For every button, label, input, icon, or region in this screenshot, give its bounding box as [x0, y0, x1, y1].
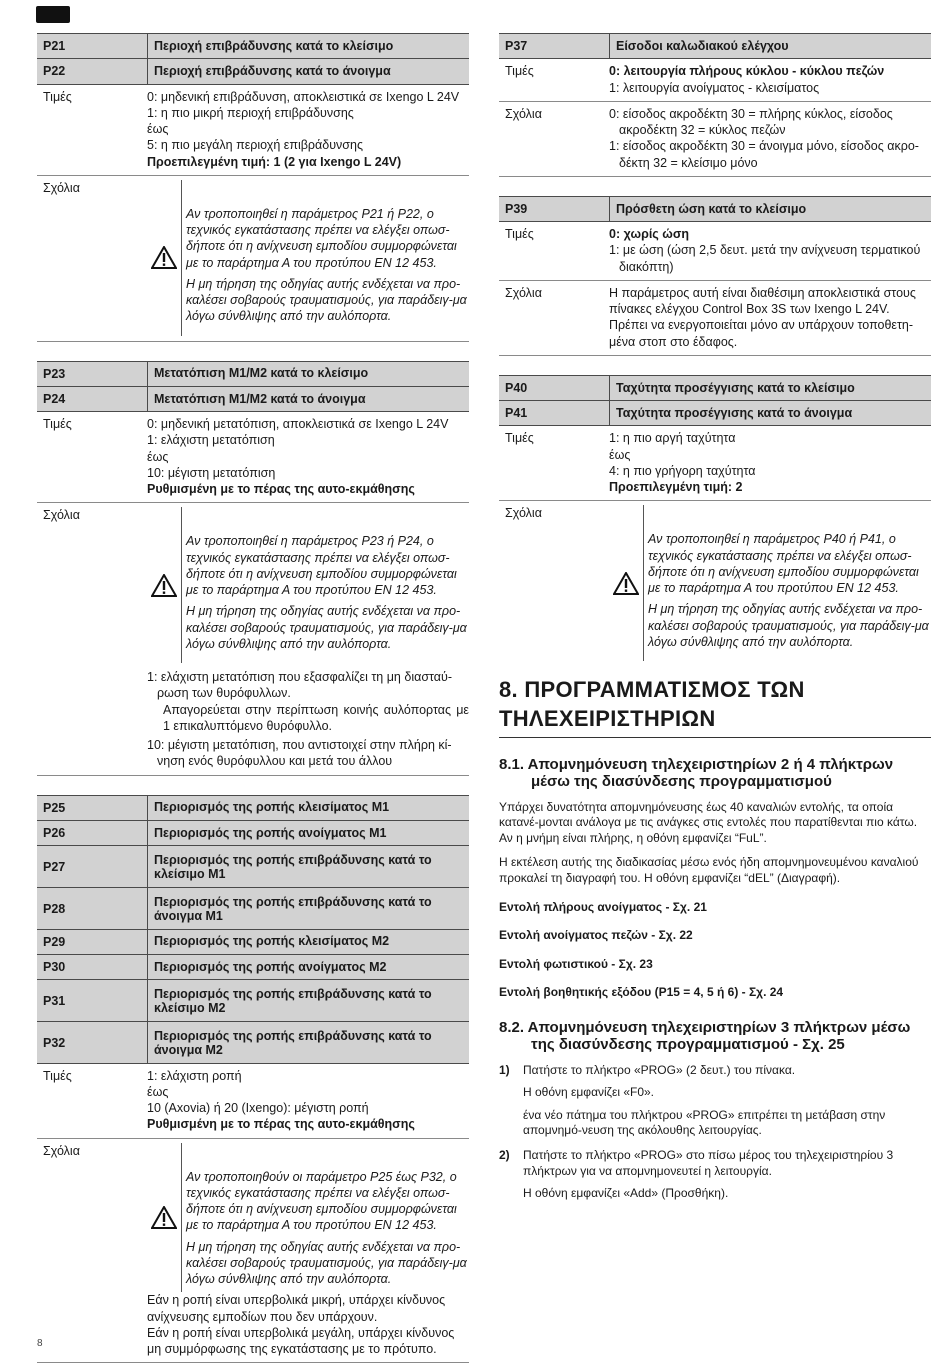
- paragraph: Υπάρχει δυνατότητα απομνημόνευσης έως 40 καναλιών εντολής, τα οποία κατανέ-μονται ανάλογα με τις ανάγκες στις εντολές που παρατίθενται πιο κάτω. Αν η μνήμη είναι πλήρης, η οθόνη εμφανίζει “FuL”.: [499, 800, 931, 847]
- values-row: Τιμές 0: λειτουργία πλήρους κύκλου - κύκλου πεζών 1: λειτουργία ανοίγματος - κλεισίματος: [499, 59, 931, 102]
- values-row: Τιμές 1: η πιο αργή ταχύτητα έως 4: η πιο γρήγορη ταχύτητα Προεπιλεγμένη τιμή: 2: [499, 426, 931, 501]
- notes-row: Σχόλια Αν τροποποιηθεί η παράμετρος P40 ή P41, ο τεχνικός εγκατάστασης πρέπει να ελέγξει οπωσ-δήποτε ότι η ανίχνευση εμποδίου συμμορφώνεται με το παράρτημα Α του προτύπου EN 12 453. Η μη τήρηση της οδηγίας αυτής ενδέχεται να προ-καλέσει σοβαρούς τραυματισμούς, για παράδειγ-μα λόγω σύνθλιψης από την αυλόπορτα.: [499, 501, 931, 666]
- values-row: Τιμές 1: ελάχιστη ροπή έως 10 (Axovia) ή 20 (Ixengo): μέγιστη ροπή Ρυθμισμένη με το πέρας της αυτο-εκμάθησης: [37, 1064, 469, 1139]
- warning-triangle-icon: [147, 180, 181, 336]
- param-header: P21 Περιοχή επιβράδυνσης κατά το κλείσιμο: [37, 33, 469, 59]
- notes-row: Σχόλια Αν τροποποιηθεί η παράμετρος P21 ή P22, ο τεχνικός εγκατάστασης πρέπει να ελέγξει οπωσ-δήποτε ότι η ανίχνευση εμποδίου συμμορφώνεται με το παράρτημα Α του προτύπου EN 12 453. Η μη τήρηση της οδηγίας αυτής ενδέχεται να προ-καλέσει σοβαρούς τραυματισμούς, για παράδειγ-μα λόγω σύνθλιψης από την αυλόπορτα.: [37, 176, 469, 342]
- step-item: 1) Πατήστε το πλήκτρο «PROG» (2 δευτ.) του πίνακα. Η οθόνη εμφανίζει «F0». ένα νέο πάτημα του πλήκτρου «PROG» επιτρέπει τη μετάβαση στην απομνημό-νευση της ακόλουθης λειτουργίας.: [499, 1063, 931, 1146]
- subsection-heading: 8.2. Απομνημόνευση τηλεχειριστηρίων 3 πλήκτρων μέσω της διασύνδεσης προγραμματισμού - Σχ. 25: [499, 1019, 931, 1054]
- param-header: P32 Περιορισμός της ροπής επιβράδυνσης κατά το άνοιγμα Μ2: [37, 1022, 469, 1064]
- param-header: P30 Περιορισμός της ροπής ανοίγματος Μ2: [37, 955, 469, 980]
- command-item: Εντολή ανοίγματος πεζών - Σχ. 22: [499, 928, 931, 944]
- values-row: Τιμές 0: μηδενική επιβράδυνση, αποκλειστικά σε Ixengo L 24V 1: η πιο μικρή περιοχή επιβράδυνσης έως 5: η πιο μεγάλη περιοχή επιβράδυνσης Προεπιλεγμένη τιμή: 1 (2 για Ixengo L 24V): [37, 85, 469, 176]
- param-header: P27 Περιορισμός της ροπής επιβράδυνσης κατά το κλείσιμο Μ1: [37, 846, 469, 888]
- param-header: P23 Μετατόπιση Μ1/Μ2 κατά το κλείσιμο: [37, 361, 469, 387]
- warning-triangle-icon: [147, 1143, 181, 1293]
- values-row: Τιμές 0: μηδενική μετατόπιση, αποκλειστικά σε Ixengo L 24V 1: ελάχιστη μετατόπιση έως 10: μέγιστη μετατόπιση Ρυθμισμένη με το πέρας της αυτο-εκμάθησης: [37, 412, 469, 503]
- param-header: P24 Μετατόπιση Μ1/Μ2 κατά το άνοιγμα: [37, 387, 469, 412]
- param-header: P26 Περιορισμός της ροπής ανοίγματος Μ1: [37, 821, 469, 846]
- page-tab-marker: [36, 6, 70, 23]
- param-header: P22 Περιοχή επιβράδυνσης κατά το άνοιγμα: [37, 59, 469, 84]
- command-item: Εντολή βοηθητικής εξόδου (P15 = 4, 5 ή 6) - Σχ. 24: [499, 985, 931, 1001]
- notes-row: Σχόλια Αν τροποποιηθούν οι παράμετρο P25 έως P32, ο τεχνικός εγκατάστασης πρέπει να ελέγξει οπωσ-δήποτε ότι η ανίχνευση εμποδίου συμμορφώνεται με το παράρτημα Α του προτύπου EN 12 453. Η μη τήρηση της οδηγίας αυτής ενδέχεται να προ-καλέσει σοβαρούς τραυματισμούς, για παράδειγ-μα λόγω σύνθλιψης από την αυλόπορτα. Εάν η ροπή είναι υπερβολικά μικρή, υπάρχει κίνδυνος ανίχνευσης εμποδίων που δεν υπάρχουν. Εάν η ροπή είναι υπερβολικά μεγάλη, υπάρχει κίνδυνος μη συμμόρφωσης της εγκατάστασης με το πρότυπο.: [37, 1139, 469, 1363]
- param-header: P28 Περιορισμός της ροπής επιβράδυνσης κατά το άνοιγμα Μ1: [37, 888, 469, 930]
- step-item: 2) Πατήστε το πλήκτρο «PROG» στο πίσω μέρος του τηλεχειριστηρίου 3 πλήκτρων για να απομνημονευτεί η λειτουργία. Η οθόνη εμφανίζει «Add» (Προσθήκη).: [499, 1148, 931, 1209]
- warning-triangle-icon: [147, 507, 181, 663]
- notes-row: Σχόλια Η παράμετρος αυτή είναι διαθέσιμη αποκλειστικά στους πίνακες ελέγχου Control Box 3S των Ixengo L 24V. Πρέπει να ενεργοποιείται μόνο αν υπάρχουν τοποθετη-μένα στοπ στο έδαφος.: [499, 281, 931, 356]
- right-column: [499, 33, 931, 1209]
- param-header: P29 Περιορισμός της ροπής κλεισίματος Μ2: [37, 930, 469, 955]
- param-header: P39 Πρόσθετη ώση κατά το κλείσιμο: [499, 196, 931, 222]
- paragraph: Η εκτέλεση αυτής της διαδικασίας μέσω ενός ήδη απομνημονευμένου καναλιού προκαλεί τη διαγραφή του. Η οθόνη εμφανίζει “dEL” (Διαγραφή).: [499, 855, 931, 886]
- page-number: 8: [37, 1337, 43, 1350]
- notes-row: Σχόλια 0: είσοδος ακροδέκτη 30 = πλήρης κύκλος, είσοδος ακροδέκτη 32 = κύκλος πεζών 1: είσοδος ακροδέκτη 30 = άνοιγμα μόνο, είσοδος ακρο-δέκτη 32 = κλείσιμο μόνο: [499, 102, 931, 177]
- param-header: P31 Περιορισμός της ροπής επιβράδυνσης κατά το κλείσιμο Μ2: [37, 980, 469, 1022]
- param-header: P25 Περιορισμός της ροπής κλεισίματος Μ1: [37, 795, 469, 821]
- notes-row: Σχόλια Αν τροποποιηθεί η παράμετρος P23 ή P24, ο τεχνικός εγκατάστασης πρέπει να ελέγξει οπωσ-δήποτε ότι η ανίχνευση εμποδίου συμμορφώνεται με το παράρτημα Α του προτύπου EN 12 453. Η μη τήρηση της οδηγίας αυτής ενδέχεται να προ-καλέσει σοβαρούς τραυματισμούς, για παράδειγ-μα λόγω σύνθλιψης από την αυλόπορτα. 1: ελάχιστη μετατόπιση που εξασφαλίζει τη μη διασταύ-ρωση των θυρόφυλλων. Απαγορεύεται στην περίπτωση κοινής αυλόπορτας με 1 επικαλυπτόμενο θυρόφυλλο. 10: μέγιστη μετατόπιση, που αντιστοιχεί στην πλήρη κί-νηση ενός θυρόφυλλου και μετά του άλλου: [37, 503, 469, 775]
- left-column: [37, 33, 469, 1363]
- command-item: Εντολή πλήρους ανοίγματος - Σχ. 21: [499, 900, 931, 916]
- warning-triangle-icon: [609, 505, 643, 661]
- param-header: P37 Είσοδοι καλωδιακού ελέγχου: [499, 33, 931, 59]
- section-heading: 8. ΠΡΟΓΡΑΜΜΑΤΙΣΜΟΣ ΤΩΝ ΤΗΛΕΧΕΙΡΙΣΤΗΡΙΩΝ: [499, 676, 931, 738]
- values-row: Τιμές 0: χωρίς ώση 1: με ώση (ώση 2,5 δευτ. μετά την ανίχνευση τερματικού διακόπτη): [499, 222, 931, 281]
- command-item: Εντολή φωτιστικού - Σχ. 23: [499, 957, 931, 973]
- subsection-heading: 8.1. Απομνημόνευση τηλεχειριστηρίων 2 ή 4 πλήκτρων μέσω της διασύνδεσης προγραμματισμού: [499, 756, 931, 791]
- param-header: P40 Ταχύτητα προσέγγισης κατά το κλείσιμο: [499, 375, 931, 401]
- param-header: P41 Ταχύτητα προσέγγισης κατά το άνοιγμα: [499, 401, 931, 426]
